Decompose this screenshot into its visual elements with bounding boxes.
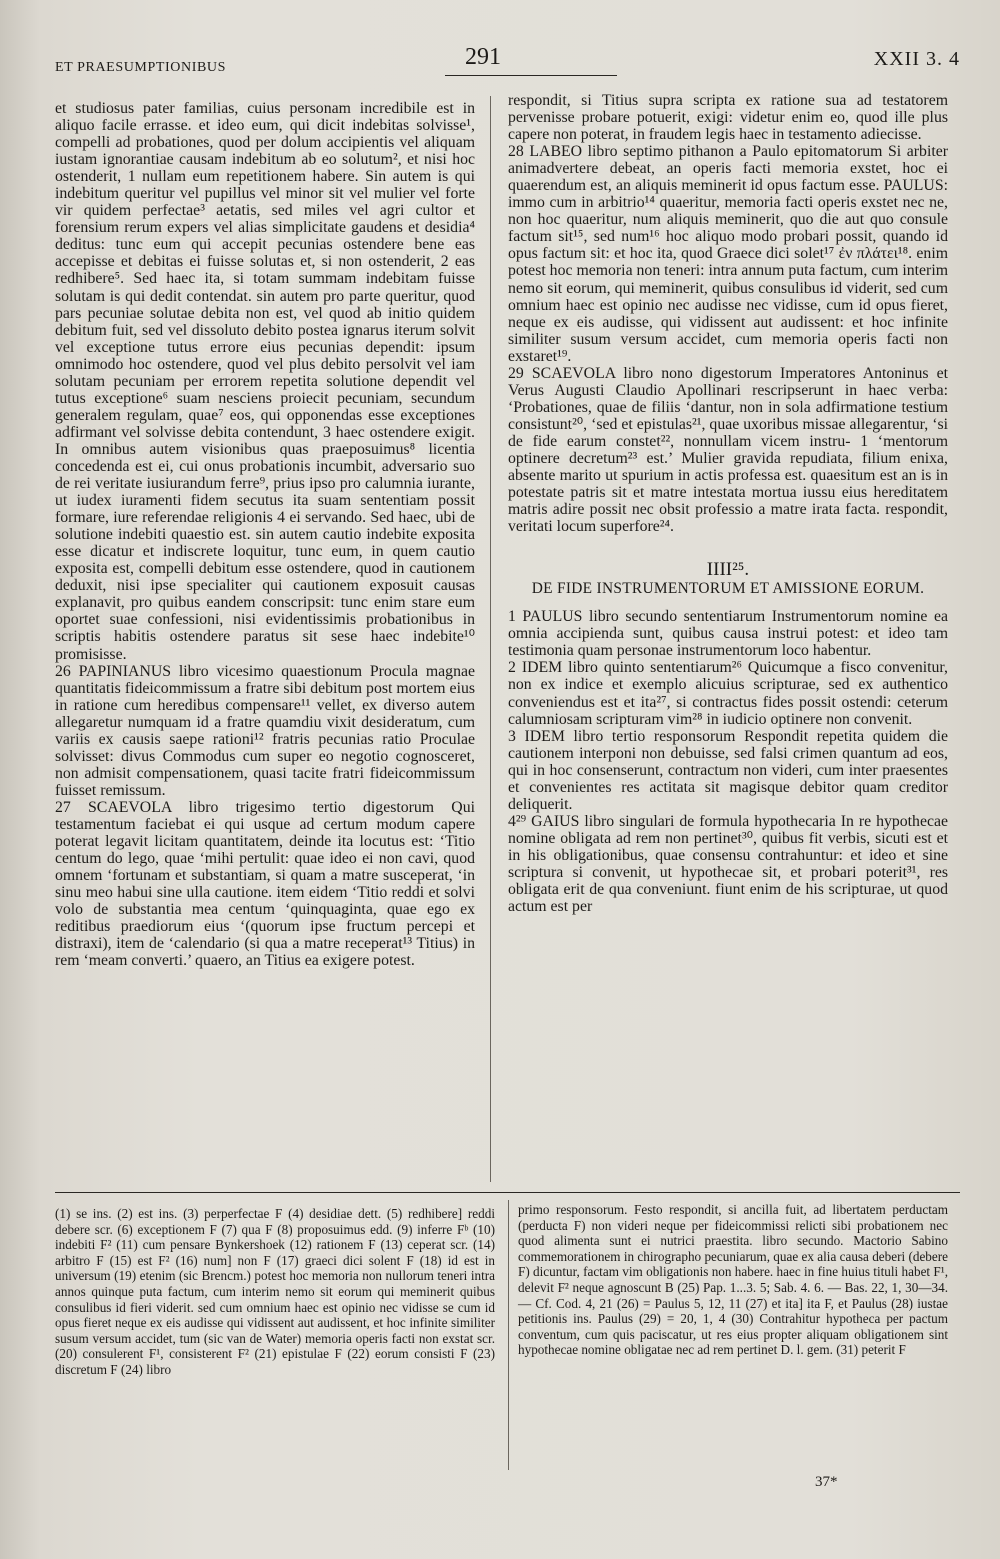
footnotes-left (55, 1206, 495, 1378)
paragraph-26: 26 PAPINIANUS libro vicesimo quaestionum Procula magnae quantitatis fideicommissum a fratre sibi debitum post mortem eius in ratione cum heredibus compensare¹¹ vellet, ex diverso autem allegaretur numquam id a fratre quamdiu vixit desideratum, cum variis ex causis saepe rationi¹² fratris pecunias ratio Proculae solvisset: divus Commodus cum super eo negotio cognosceret, non admisit compensationem, quasi tacite fratri fideicommissum fuisset remissum. (55, 662, 475, 799)
paragraph-28: 28 LABEO libro septimo pithanon a Paulo epitomatorum Si arbiter animadvertere debeat, an operis facti memoria exstet, hoc ei quaerendum est, an aliquis meminerit id opus factum esse. PAULUS: immo cum in arbitrio¹⁴ quaeritur, memoria facti operis exstet nec ne, non hoc quaeritur, num aliquis meminerit, quo die aut quo consule factum sit¹⁵, sed num¹⁶ hoc aliquo modo probari possit, quando id opus factum sit: et hoc ita, quod Graece dici solet¹⁷ ἐν πλάτει¹⁸. enim potest hoc memoria non teneri: intra annum puta factum, cum interim nemo sit eorum, qui meminerit, quibus consulibus id viderit, sed cum omnium haec est opinio nec audisse nec vidisse, cum id opus fieret, neque ex eis audisse, qui vidissent aut audissent: et hoc infinite similiter susum versum accidet, cum memoria operis facti non exstaret¹⁹. (508, 143, 948, 365)
section-reference: XXII 3. 4 (873, 48, 960, 70)
section-number: IIII²⁵. (706, 559, 750, 581)
footnotes-right (518, 1202, 948, 1358)
footnotes-left-text: (1) se ins. (2) est ins. (3) perperfectae F (4) desidiae dett. (5) redhibere] reddi debere scr. (6) exceptionem F (7) qua F (8) proposuimus edd. (9) inferre Fᵇ (10) indebiti F² (11) cum pensare Bynkershoek (12) rationem F (13) ceperat scr. (14) arbitro F (15) est F² (16) num] non F (17) graeci dici solent F (18) id est in universum (19) etenim (sic Brencm.) potest hoc memoria non nullorum teneri intra annos quinque puta factum, cum interim nemo sit eorum qui meminerit quibus consulibus id fieri viderit. sed cum omnium haec est opinio nec vidisse se cum id opus fieret neque ex eis audisse qui vidissent aut audissent, et hoc infinite similiter susum versum accidet, tum (sic van de Water) memoria operis facti non exstat scr. (20) consulerent F¹, consisterent F² (21) epistulae F (22) eorum consisti F (23) discretum F (24) libro (55, 1206, 495, 1377)
header-rule (445, 75, 617, 76)
printer-signature: 37* (815, 1474, 838, 1490)
paragraph-29: 29 SCAEVOLA libro nono digestorum Imperatores Antoninus et Verus Augusti Claudio Apollinari rescripserunt in haec verba: ‘Probationes, quae de filiis ‘dantur, non in sola adfirmatione testium consistunt²⁰, ‘sed et epistulas²¹, quae uxoribus missae allegarentur, ‘si de fide earum constet²², nonnullam vicem instru- 1 ‘mentorum optinere decretum²³ est.’ Mulier gravida repudiata, filium enixa, absente marito ut spurium in actis professa est. quaesitum est an is in potestate patris sit et matre intestata mortua iussu eius hereditatem matris adire possit nec obsit professio a matre irata facta. respondit, veritati locum superfore²⁴. (508, 364, 948, 536)
section-title: DE FIDE INSTRUMENTORUM ET AMISSIONE EORUM. (531, 580, 925, 598)
page-header (55, 44, 960, 84)
paragraph-27-continued: respondit, si Titius supra scripta ex ratione sua ad testatorem pervenisse probare potuerit, exigi: videtur enim eo, quod ille plus capere non poterat, in fraudem legis haec in testamento adiecisse. (508, 92, 948, 144)
paragraph-section-3: 3 IDEM libro tertio responsorum Respondit repetita quidem die cautionem interponi non debuisse, sed falsi crimen quantum ad eos, qui in hoc consenserunt, contractum non videri, cum inter praesentes et convenientes res actitata sit magisque debitor quam creditor deliquerit. (508, 727, 948, 813)
footnote-rule (55, 1192, 960, 1193)
paragraph-section-4: 4²⁹ GAIUS libro singulari de formula hypothecaria In re hypothecae nomine obligata ad rem non pertinet³⁰, quibus fit verbis, sicuti est et in his obligationibus, quae consensu contrahuntur: et ideo et sine scriptura si convenit, ut hypothecae sit, et probari poterit³¹, res obligata erit de qua conveniunt. fiunt enim de his scripturae, ut quod actum est per (508, 812, 948, 916)
left-column (55, 100, 475, 969)
paragraph-25-continued: et studiosus pater familias, cuius personam incredibile est in aliquo facile errasse. et ideo eum, qui dicit indebitas solvisse¹, compelli ad probationes, quod per dolum accipientis vel aliquam iustam ignorantiae causam indebitum ab eo solutum², et nisi hoc ostenderit, 1 nullam eum repetitionem habere. Sin autem is qui indebitum queritur vel pupillus vel minor sit vel mulier vel forte vir quidem perfectae³ aetatis, sed miles vel agri cultor et forensium rerum expers vel alias simplicitate gaudens et desidia⁴ deditus: tunc eum qui accepit pecunias ostendere bene eas accepisse et debitas ei fuisse solutas et, si non ostenderit, 2 eas redhibere⁵. Sed haec ita, si totam summam indebitam fuisse solutam is qui dedit contendat. sin autem pro parte queritur, quod pars pecuniae solutae debita non est, vel quod ab initio quidem debitum fuit, sed vel dissoluto debito postea ignarus iterum solvit vel exceptione tutus errore eius pecunias dependit: ipsum omnimodo hoc ostendere, quod vel plus debito persolvit vel iam solutam pecuniam per errorem repetita solutione dependit vel tutus exceptione⁶ suam nesciens proiecit pecuniam, secundum generalem regulam, quae⁷ eos, qui opponendas esse exceptiones adfirmant vel solvisse debita contendunt, 3 haec ostendere exigit. In omnibus autem visionibus quas praeposuimus⁸ licentia concedenda est ei, cui onus probationis incumbit, adversario suo de rei veritate iusiurandum ferre⁹, prius ipso pro calumnia iurante, ut iudex iuramenti fidem secutus ita suam sententiam possit formare, iure referendae religionis 4 ei servando. Sed haec, ubi de solutione indebiti quaestio est. sin autem cautio indebite exposita esse dicatur et indiscrete loquitur, tunc eum, in quem cautio exposita est, compelli debitum esse ostendere, quod in cautionem deduxit, nisi ipse specialiter qui cautionem exposuit causas explanavit, pro quibus eandem conscripsit: tunc enim stare eum oportet suae confessioni, nisi evidentissimis probationibus in scriptis habitis ostendere paratus sit sese haec indebite¹⁰ promisisse. (55, 100, 475, 663)
column-divider (490, 96, 491, 1182)
paragraph-section-1: 1 PAULUS libro secundo sententiarum Instrumentorum nomine ea omnia accipienda sunt, quibus causa instrui potest: et ideo tam testimonia quam personae instrumentorum loco habentur. (508, 608, 948, 660)
footnote-divider (508, 1200, 509, 1470)
paragraph-section-2: 2 IDEM libro quinto sententiarum²⁶ Quicumque a fisco convenitur, non ex indice et exemplo alicuius scripturae, sed ex authentico conveniendus est et ita²⁷, si contractus fides possit ostendi: ceterum calumniosam scripturam vim²⁸ in iudicio optinere non convenit. (508, 659, 948, 728)
paragraph-27: 27 SCAEVOLA libro trigesimo tertio digestorum Qui testamentum faciebat ei qui usque ad certum modum capere poterat legavit licitam quantitatem, deinde ita locutus est: ‘Titio centum do lego, quae ‘mihi pertulit: quae ideo ei non cavi, quod omnem ‘fortunam et substantiam, si quam a matre susceperat, ‘in sinu meo habui sine ulla cautione. item eidem ‘Titio reddi et solvi volo de substantia mea centum ‘quinquaginta, quae ego ex reditibus praediorum eius ‘(quorum ipse fructum percepi et distraxi), item de ‘calendario (si qua a matre receperat¹³ Titius) in rem ‘meam converti.’ quaero, an Titius ea exigere potest. (55, 798, 475, 970)
running-head: ET PRAESUMPTIONIBUS (55, 60, 226, 75)
footnotes-right-text: primo responsorum. Festo respondit, si ancilla fuit, ad libertatem perductam (perducta F) non videri neque per fideicommissi relicti sibi probationem nec quod alimenta sunt ei nutrici praestita. libro secundo. Mactorio Sabino commemorationem in chirographo pecuniarum, quae ex alia causa deberi (debere F) dicuntur, factam vim obligationis non habere. haec in fine huius tituli habet F¹, delevit F² neque agnoscunt B (25) Pap. 1...3. 5; Sab. 4. 6. — Bas. 22, 1, 30—34. — Cf. Cod. 4, 21 (26) = Paulus 5, 12, 11 (27) et ita] ita F, et Paulus (28) iustae petitionis ins. Paulus (29) = 20, 1, 4 (30) Contrahitur hypotheca per pactum conventum, cum quis paciscatur, ut res eius propter aliquam obligationem sint hypothecae nomine obligatae nec ad rem pertinet D. l. gem. (31) peterit F (518, 1202, 948, 1358)
page-number: 291 (465, 44, 501, 70)
right-column (508, 92, 948, 915)
